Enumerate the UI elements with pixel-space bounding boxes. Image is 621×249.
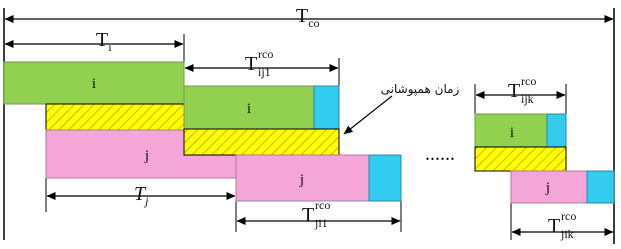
overlap-hatch-2 xyxy=(184,129,339,155)
overlap-hatch-1 xyxy=(46,104,184,130)
tco-label: $T_{co}$ xyxy=(296,5,320,30)
tijk-sub: ijk xyxy=(521,92,534,106)
ti-label: $T_i$ xyxy=(96,29,112,54)
block-i-k-label: i xyxy=(509,125,515,141)
block-j-k-cyan xyxy=(587,171,614,203)
block-j-2-label: j xyxy=(299,172,305,188)
tijk-label: T xyxy=(508,80,521,102)
block-j-k-label: j xyxy=(545,180,551,196)
tjik-sub: jik xyxy=(561,227,574,241)
tji1-sup: rco xyxy=(315,198,331,212)
overlap-hatch-k xyxy=(475,147,566,171)
block-j-2-cyan xyxy=(369,155,401,201)
tjik-sup: rco xyxy=(561,209,577,223)
overlap-label: زمان همپوشانی xyxy=(380,82,460,96)
ellipsis-text: ...... xyxy=(425,143,455,165)
block-i-1-label: i xyxy=(91,76,97,92)
block-i-k-cyan xyxy=(547,114,566,147)
tj-label: $T_j$ xyxy=(134,183,149,208)
tji1-sub: ji1 xyxy=(315,216,328,230)
tij1-sub: ij1 xyxy=(258,65,271,79)
tij1-sup: rco xyxy=(258,47,274,61)
block-i-2-cyan xyxy=(314,86,339,129)
overlap-pointer xyxy=(344,96,392,134)
tij1-label: T xyxy=(245,53,258,75)
tji1-label: T xyxy=(302,204,315,226)
block-j-1-label: j xyxy=(144,148,150,164)
tijk-sup: rco xyxy=(521,74,537,88)
tjik-label: T xyxy=(548,215,561,237)
block-i-2-label: i xyxy=(246,101,252,117)
